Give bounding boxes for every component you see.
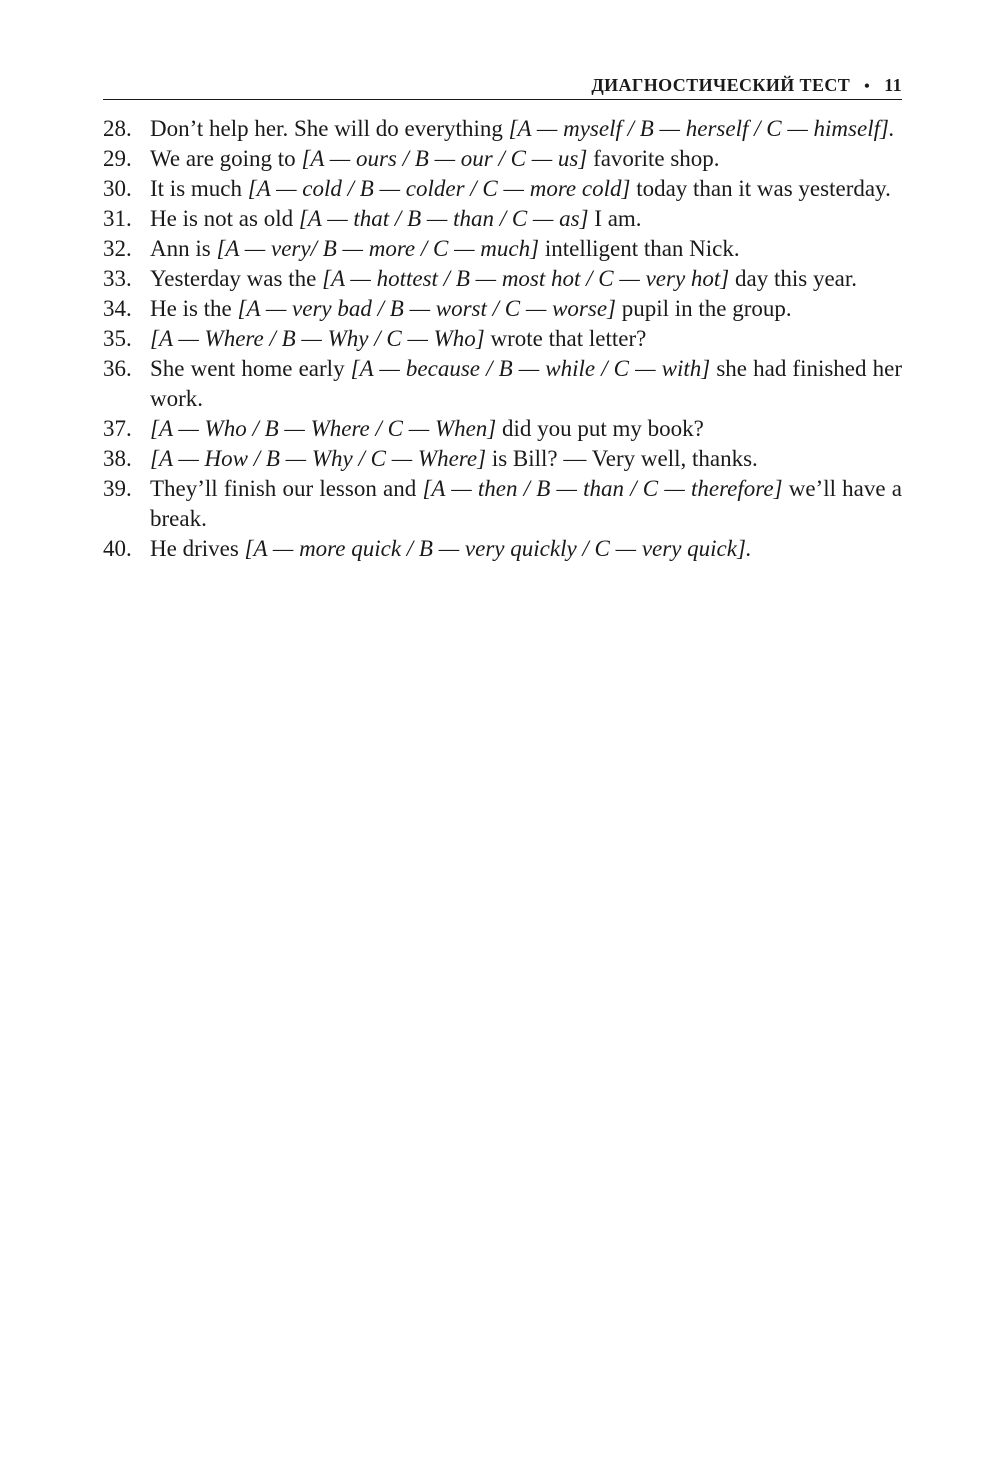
answer-options: [A — because / B — while / C — with] [350,356,711,381]
question-item [103,294,902,324]
question-number: 40. [103,536,132,561]
question-number: 30. [103,176,132,201]
answer-options: [A — Who / B — Where / C — When] [150,416,497,441]
question-text [150,354,902,414]
question-text [150,144,902,174]
section-title: ДИАГНОСТИЧЕСКИЙ ТЕСТ [591,75,851,95]
question-item [103,444,902,474]
question-stem: She went home early [150,356,351,381]
question-text [150,294,902,324]
question-tail: I am. [588,206,642,231]
question-text [150,444,902,474]
question-number: 32. [103,236,132,261]
answer-options: [A — very/ B — more / C — much] [216,236,540,261]
question-stem: Yesterday was the [150,266,323,291]
question-tail: did you put my book? [496,416,704,441]
question-text [150,414,902,444]
question-text [150,324,902,354]
header-separator: • [864,78,871,95]
answer-options: [A — very bad / B — worst / C — worse] [237,296,616,321]
question-item [103,264,902,294]
question-item [103,234,902,264]
question-stem: It is much [150,176,248,201]
question-text [150,174,902,204]
question-number: 28. [103,116,132,141]
question-stem: Ann is [150,236,217,261]
question-item [103,534,902,564]
running-head [103,72,902,100]
question-tail: day this year. [729,266,858,291]
question-number: 36. [103,356,132,381]
question-item [103,324,902,354]
question-stem: They’ll finish our lesson and [150,476,423,501]
question-item [103,414,902,444]
question-item [103,204,902,234]
answer-options: [A — then / B — than / C — therefore] [422,476,783,501]
question-number: 37. [103,416,132,441]
question-tail: today than it was yesterday. [630,176,891,201]
question-stem: Don’t help her. She will do everything [150,116,509,141]
question-stem: We are going to [150,146,302,171]
question-text [150,234,902,264]
question-number: 33. [103,266,132,291]
question-stem: He is the [150,296,238,321]
question-number: 31. [103,206,132,231]
question-tail: is Bill? — Very well, thanks. [486,446,758,471]
question-number: 35. [103,326,132,351]
question-item [103,144,902,174]
question-item [103,354,902,414]
answer-options: [A — ours / B — our / C — us] [301,146,588,171]
question-stem: He drives [150,536,245,561]
question-item [103,114,902,144]
question-text [150,474,902,534]
question-list [103,114,902,564]
question-stem: He is not as old [150,206,299,231]
answer-options: [A — myself / B — herself / C — himself]. [508,116,895,141]
question-tail: wrote that letter? [484,326,647,351]
answer-options: [A — Where / B — Why / C — Who] [150,326,485,351]
question-tail: intelligent than Nick. [539,236,740,261]
answer-options: [A — more quick / B — very quickly / C — very quick]. [244,536,752,561]
question-number: 38. [103,446,132,471]
question-item [103,474,902,534]
question-number: 29. [103,146,132,171]
question-text [150,534,902,564]
question-number: 34. [103,296,132,321]
question-tail: she had finished her work. [150,356,902,411]
question-number: 39. [103,476,132,501]
question-tail: pupil in the group. [615,296,792,321]
page-number: 11 [884,75,902,95]
answer-options: [A — that / B — than / C — as] [298,206,589,231]
answer-options: [A — How / B — Why / C — Where] [150,446,487,471]
answer-options: [A — hottest / B — most hot / C — very hot] [322,266,730,291]
answer-options: [A — cold / B — colder / C — more cold] [247,176,631,201]
question-text [150,264,902,294]
question-text [150,204,902,234]
question-text [150,114,902,144]
question-tail: we’ll have a break. [150,476,902,531]
question-tail: favorite shop. [587,146,720,171]
question-item [103,174,902,204]
